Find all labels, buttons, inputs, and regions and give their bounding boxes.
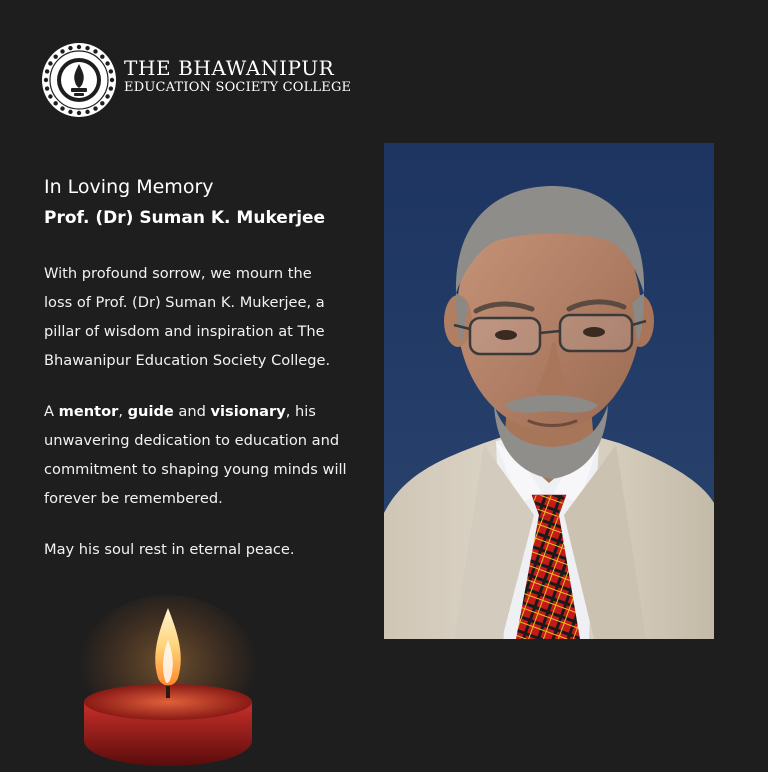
paragraph-1-line: pillar of wisdom and inspiration at The — [44, 323, 325, 340]
candle-icon — [70, 590, 270, 768]
memorial-heading: In Loving Memory — [44, 176, 214, 198]
word-visionary: visionary — [210, 403, 286, 420]
memorial-paragraph-3 — [44, 535, 364, 564]
paragraph-3-line: May his soul rest in eternal peace. — [44, 541, 295, 558]
memorial-paragraph-1 — [44, 259, 364, 375]
word-mentor: mentor — [58, 403, 119, 420]
paragraph-1-line: Bhawanipur Education Society College. — [44, 352, 331, 369]
college-brand — [124, 57, 351, 96]
memorial-paragraph-2 — [44, 397, 364, 513]
brand-title: THE BHAWANIPUR — [124, 56, 335, 80]
college-seal-icon — [41, 42, 117, 118]
paragraph-1-line: With profound sorrow, we mourn the — [44, 265, 312, 282]
paragraph-2-suffix: , his — [285, 403, 316, 420]
paragraph-2-line — [44, 397, 364, 426]
word-guide: guide — [127, 403, 174, 420]
paragraph-2-sep: , — [118, 403, 128, 420]
paragraph-2-line: unwavering dedication to education and — [44, 432, 340, 449]
paragraph-2-sep: and — [173, 403, 211, 420]
paragraph-2-line: forever be remembered. — [44, 490, 223, 507]
paragraph-1-line: loss of Prof. (Dr) Suman K. Mukerjee, a — [44, 294, 325, 311]
paragraph-2-prefix: A — [44, 403, 59, 420]
memorial-name: Prof. (Dr) Suman K. Mukerjee — [44, 208, 326, 228]
brand-subtitle: EDUCATION SOCIETY COLLEGE — [124, 80, 352, 95]
paragraph-2-line: commitment to shaping young minds will — [44, 461, 347, 478]
portrait-photo-icon — [384, 143, 714, 639]
